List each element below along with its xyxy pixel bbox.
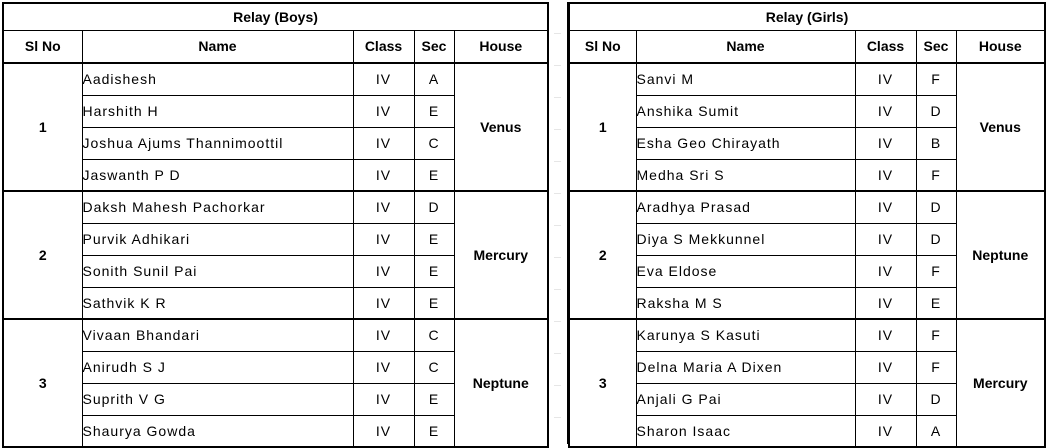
sec-cell: D — [414, 191, 454, 223]
sl-no-cell: 2 — [3, 191, 82, 319]
sec-cell: D — [916, 95, 956, 127]
table-divider — [547, 2, 568, 444]
name-cell: Aadishesh — [82, 63, 353, 95]
class-cell: IV — [353, 255, 414, 287]
class-cell: IV — [353, 95, 414, 127]
class-cell: IV — [855, 415, 916, 447]
sec-cell: A — [414, 63, 454, 95]
name-cell: Medha Sri S — [636, 159, 855, 191]
name-cell: Daksh Mahesh Pachorkar — [82, 191, 353, 223]
sec-cell: E — [414, 223, 454, 255]
class-cell: IV — [353, 287, 414, 319]
header-sl-no: Sl No — [569, 30, 636, 63]
name-cell: Sharon Isaac — [636, 415, 855, 447]
class-cell: IV — [353, 351, 414, 383]
sec-cell: F — [916, 255, 956, 287]
class-cell: IV — [353, 383, 414, 415]
girls-table-row — [569, 319, 1045, 351]
name-cell: Raksha M S — [636, 287, 855, 319]
sl-no-cell: 3 — [3, 319, 82, 447]
sec-cell: E — [414, 159, 454, 191]
house-cell: Venus — [956, 63, 1045, 191]
class-cell: IV — [353, 127, 414, 159]
boys-relay-table — [2, 2, 549, 448]
header-sec: Sec — [414, 30, 454, 63]
class-cell: IV — [855, 95, 916, 127]
sec-cell: C — [414, 351, 454, 383]
header-sl-no: Sl No — [3, 30, 82, 63]
class-cell: IV — [855, 63, 916, 95]
class-cell: IV — [855, 255, 916, 287]
name-cell: Suprith V G — [82, 383, 353, 415]
header-house: House — [454, 30, 548, 63]
class-cell: IV — [353, 415, 414, 447]
header-class: Class — [855, 30, 916, 63]
girls-table-row — [569, 63, 1045, 95]
header-name: Name — [636, 30, 855, 63]
sec-cell: D — [916, 383, 956, 415]
girls-table-row — [569, 191, 1045, 223]
sec-cell: F — [916, 63, 956, 95]
girls-table-title: Relay (Girls) — [569, 3, 1045, 30]
name-cell: Anjali G Pai — [636, 383, 855, 415]
house-cell: Neptune — [956, 191, 1045, 319]
sec-cell: D — [916, 223, 956, 255]
class-cell: IV — [353, 63, 414, 95]
boys-table-title: Relay (Boys) — [3, 3, 548, 30]
house-cell: Mercury — [454, 191, 548, 319]
name-cell: Karunya S Kasuti — [636, 319, 855, 351]
class-cell: IV — [353, 159, 414, 191]
name-cell: Joshua Ajums Thannimoottil — [82, 127, 353, 159]
sec-cell: E — [916, 287, 956, 319]
sec-cell: E — [414, 415, 454, 447]
sl-no-cell: 3 — [569, 319, 636, 447]
name-cell: Anshika Sumit — [636, 95, 855, 127]
name-cell: Shaurya Gowda — [82, 415, 353, 447]
class-cell: IV — [855, 223, 916, 255]
boys-table-row — [3, 191, 548, 223]
sec-cell: B — [916, 127, 956, 159]
sec-cell: F — [916, 319, 956, 351]
house-cell: Neptune — [454, 319, 548, 447]
sec-cell: F — [916, 159, 956, 191]
class-cell: IV — [855, 287, 916, 319]
sl-no-cell: 1 — [3, 63, 82, 191]
class-cell: IV — [855, 191, 916, 223]
header-sec: Sec — [916, 30, 956, 63]
girls-relay-table — [568, 2, 1046, 448]
class-cell: IV — [353, 191, 414, 223]
sec-cell: E — [414, 383, 454, 415]
class-cell: IV — [855, 383, 916, 415]
sec-cell: E — [414, 287, 454, 319]
sec-cell: C — [414, 319, 454, 351]
class-cell: IV — [353, 223, 414, 255]
house-cell: Venus — [454, 63, 548, 191]
boys-table-row — [3, 63, 548, 95]
class-cell: IV — [855, 319, 916, 351]
sec-cell: C — [414, 127, 454, 159]
name-cell: Purvik Adhikari — [82, 223, 353, 255]
header-class: Class — [353, 30, 414, 63]
sec-cell: D — [916, 191, 956, 223]
header-house: House — [956, 30, 1045, 63]
header-name: Name — [82, 30, 353, 63]
class-cell: IV — [855, 159, 916, 191]
name-cell: Aradhya Prasad — [636, 191, 855, 223]
class-cell: IV — [855, 127, 916, 159]
name-cell: Diya S Mekkunnel — [636, 223, 855, 255]
name-cell: Jaswanth P D — [82, 159, 353, 191]
sec-cell: E — [414, 255, 454, 287]
name-cell: Anirudh S J — [82, 351, 353, 383]
sec-cell: F — [916, 351, 956, 383]
name-cell: Delna Maria A Dixen — [636, 351, 855, 383]
class-cell: IV — [353, 319, 414, 351]
name-cell: Sanvi M — [636, 63, 855, 95]
house-cell: Mercury — [956, 319, 1045, 447]
sec-cell: E — [414, 95, 454, 127]
name-cell: Vivaan Bhandari — [82, 319, 353, 351]
class-cell: IV — [855, 351, 916, 383]
name-cell: Sathvik K R — [82, 287, 353, 319]
name-cell: Harshith H — [82, 95, 353, 127]
boys-table-row — [3, 319, 548, 351]
divider-gridlines — [554, 2, 561, 444]
name-cell: Sonith Sunil Pai — [82, 255, 353, 287]
sl-no-cell: 2 — [569, 191, 636, 319]
sl-no-cell: 1 — [569, 63, 636, 191]
name-cell: Eva Eldose — [636, 255, 855, 287]
name-cell: Esha Geo Chirayath — [636, 127, 855, 159]
divider-line-left — [547, 2, 548, 444]
sec-cell: A — [916, 415, 956, 447]
